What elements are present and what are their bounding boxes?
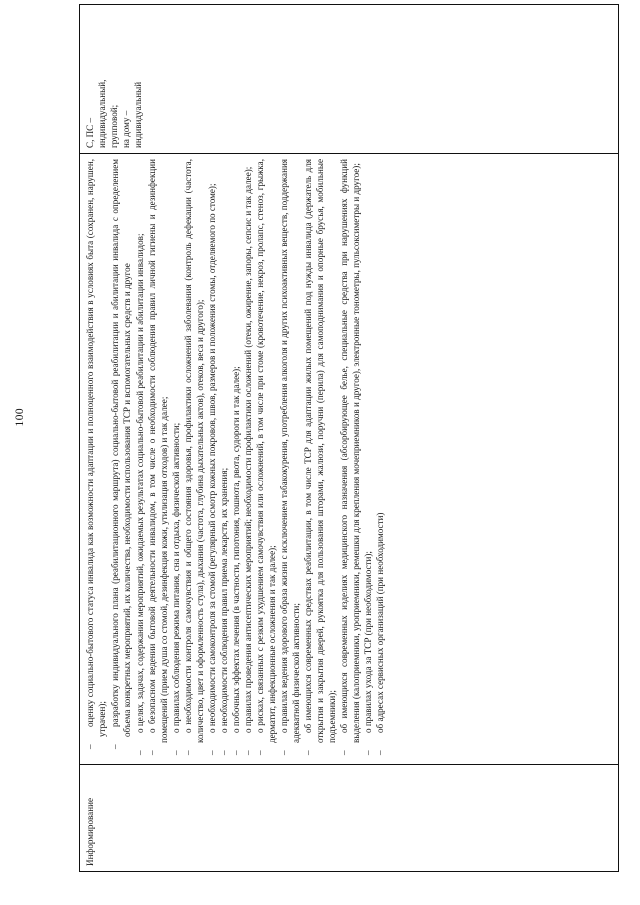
row-label-cell <box>80 765 619 872</box>
mode-line: на дому – <box>121 110 131 148</box>
table-row <box>80 5 619 872</box>
mode-line: С, ПС – <box>85 117 95 148</box>
page-number: 100 <box>14 408 26 427</box>
row-body-cell <box>80 154 619 765</box>
info-list <box>134 159 386 759</box>
table-container <box>79 36 619 872</box>
row-mode-cell <box>80 5 619 154</box>
list-item: – об имеющихся современных средствах реабилитации, в том числе ТСР для адаптации жилых помещений под нужды инвалида (держатель для открытия и закрытия дверей, рукоятка для пользования шторами, жалюзи, поручни (перила) для самоподнимания и опорные брусья, мобильные подъемники); <box>302 159 338 759</box>
list-item: – о побочных эффектах лечения (в частности, гипотония, тошнота, рвота, судороги и так далее); <box>230 159 242 759</box>
mode-line: индивидуальный, <box>97 79 107 148</box>
list-item: – об имеющихся современных изделиях медицинского назначения (абсорбирующее белье, специальные средства при нарушениях функций выделения (калоприемники, уроприемники, ремешки для крепления мочеприемников и другое), электронные тонометры, пульсоксиметры и другое); <box>338 159 362 759</box>
list-item: – о правилах проведения антисептических мероприятий; необходимости профилактики осложнений (отеки, ожирение, запоры, сепсис и так далее); <box>242 159 254 759</box>
list-item: – о целях, задачах, содержании мероприятий, ожидаемых результатах социально-бытовой реабилитации и абилитации инвалидов; <box>134 159 146 759</box>
mode-lines <box>84 10 144 148</box>
list-item: – о рисках, связанных с резким ухудшением самочувствия или осложнений, в том числе при стоме (кровотечение, некроз, пролапс, стеноз, грыжка, дерматит, инфекционные осложнения и так далее); <box>254 159 278 759</box>
mode-line: групповой; <box>109 104 119 148</box>
list-item: – оценку социально-бытового статуса инвалида как возможности адаптации и полноценного взаимодействия в условиях быта (сохранен, нарушен, утрачен); <box>84 159 108 759</box>
list-item: – о необходимости соблюдения правил приема лекарств, их хранения; <box>218 159 230 759</box>
content-table <box>79 4 619 872</box>
row-label: Информирование <box>85 798 95 866</box>
list-item: – о правилах ведения здорового образа жизни с исключением табакокурения, употребления алкоголя и других психоактивных веществ, поддержания адекватной физической активности; <box>278 159 302 759</box>
list-item: – о необходимости самоконтроля за стомой (регулярный осмотр кожных покровов, швов, размеров и положения стомы, отделяемого по стоме); <box>206 159 218 759</box>
list-item: – о безопасном ведении бытовой деятельности инвалидом, в том числе о необходимости соблюдения правил личной гигиены и дезинфекции помещений (прием душа со стомой, дезинфекция кожи, утилизация отходов) и так далее; <box>146 159 170 759</box>
mode-line: индивидуальный <box>133 81 143 148</box>
list-item: – о правилах ухода за ТСР (при необходимости); <box>362 159 374 759</box>
list-item: – о правилах соблюдения режима питания, сна и отдыха, физической активности; <box>170 159 182 759</box>
lead-list <box>84 159 133 759</box>
list-item: – об адресах сервисных организаций (при необходимости) <box>374 159 386 759</box>
list-item: – разработку индивидуального плана (реабилитационного маршрута) социально-бытовой реабилитации и абилитации инвалида с определением объема конкретных мероприятий, их количества, необходимости использования ТСР и вспомогательных средств и другое <box>109 159 133 759</box>
list-item: – о необходимости контроля самочувствия и общего состояния здоровья, профилактики осложнений заболевания (контроль дефекации (частота, количество, цвет и оформленность стула), дыхания (частота, глубина дыхательных актов), отеков, веса и другого); <box>182 159 206 759</box>
